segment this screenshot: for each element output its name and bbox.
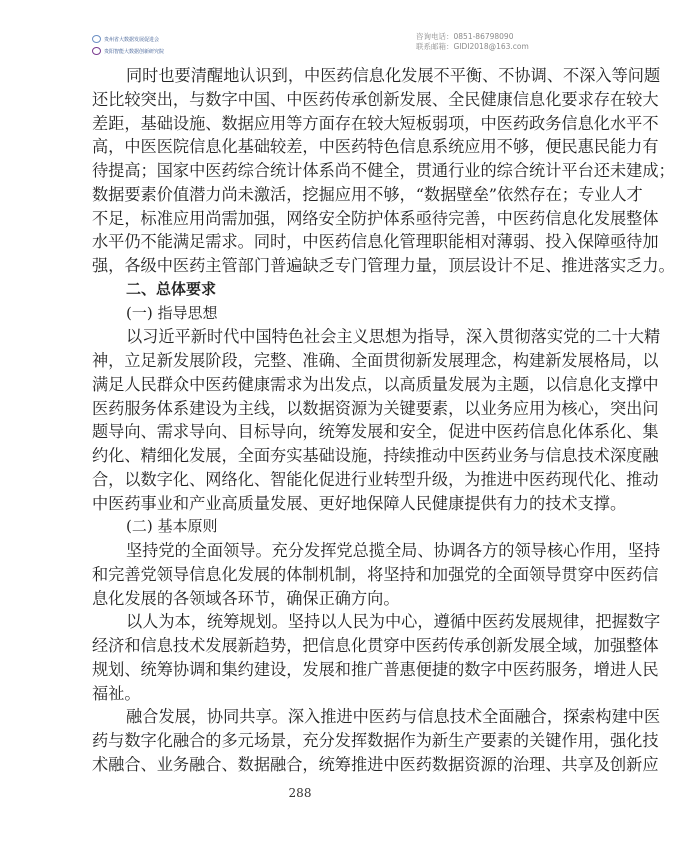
association-logo-icon xyxy=(92,35,101,43)
paragraph-line: 福祉。 xyxy=(92,683,141,703)
contact-phone: 咨询电话：0851-86798090 xyxy=(416,32,514,41)
subsection-heading: (二) 基本原则 xyxy=(126,517,218,536)
paragraph-line: 神，立足新发展阶段，完整、准确、全面贯彻新发展理念，构建新发展格局，以 xyxy=(92,351,659,370)
paragraph-line: 以习近平新时代中国特色社会主义思想为指导，深入贯彻落实党的二十大精 xyxy=(126,327,661,347)
paragraph-line: 待提高；国家中医药综合统计体系尚不健全，贯通行业的综合统计平台还未建成； xyxy=(92,161,675,180)
contact-email: 联系邮箱：GIDI2018@163.com xyxy=(416,42,529,51)
paragraph-line: 息化发展的各领域各环节，确保正确方向。 xyxy=(92,588,400,608)
paragraph-line: 高，中医医院信息化基础较差，中医药特色信息系统应用不够，便民惠民能力有 xyxy=(92,137,659,157)
paragraph-line: 医药服务体系建设为主线，以数据资源为关键要素，以业务应用为核心，突出问 xyxy=(92,398,659,418)
header-logo xyxy=(92,34,164,58)
subsection-heading: (一) 指导思想 xyxy=(126,303,218,322)
paragraph-line: 约化、精细化发展，全面夯实基础设施，持续推动中医药业务与信息技术深度融 xyxy=(92,446,659,465)
paragraph-line: 不足，标准应用尚需加强，网络安全防护体系亟待完善，中医药信息化发展整体 xyxy=(92,208,659,228)
paragraph-line: 同时也要清醒地认识到，中医药信息化发展不平衡、不协调、不深入等问题 xyxy=(126,66,661,85)
paragraph-line: 水平仍不能满足需求。同时，中医药信息化管理职能相对薄弱、投入保障亟待加 xyxy=(92,232,659,252)
header-contact xyxy=(416,32,529,52)
paragraph-line: 中医药事业和产业高质量发展、更好地保障人民健康提供有力的技术支撑。 xyxy=(92,493,627,513)
paragraph-line: 坚持党的全面领导。充分发挥党总揽全局、协调各方的领导核心作用，坚持 xyxy=(126,541,661,560)
paragraph-line: 经济和信息技术发展新趋势，把信息化贯穿中医药传承创新发展全域，加强整体 xyxy=(92,636,659,655)
logo-row-2 xyxy=(92,46,164,56)
paragraph-line: 合，以数字化、网络化、智能化促进行业转型升级，为推进中医药现代化、推动 xyxy=(92,469,659,489)
paragraph-line: 药与数字化融合的多元场景，充分发挥数据作为新生产要素的关键作用，强化技 xyxy=(92,731,659,750)
logo-text-1: 贵州省大数据发展促进会 xyxy=(104,36,160,43)
paragraph-line: 融合发展，协同共享。深入推进中医药与信息技术全面融合，探索构建中医 xyxy=(126,707,661,727)
paragraph-line: 差距，基础设施、数据应用等方面存在较大短板弱项，中医药政务信息化水平不 xyxy=(92,113,659,133)
document-body xyxy=(92,64,675,777)
logo-row-1 xyxy=(92,34,164,44)
section-heading: 二、总体要求 xyxy=(126,279,217,298)
paragraph-line: 还比较突出，与数字中国、中医药传承创新发展、全民健康信息化要求存在较大 xyxy=(92,89,659,109)
paragraph-line: 规划、统筹协调和集约建设，发展和推广普惠便捷的数字中医药服务，增进人民 xyxy=(92,659,659,679)
paragraph-line: 以人为本，统筹规划。坚持以人民为中心，遵循中医药发展规律，把握数字 xyxy=(126,612,661,632)
paragraph-line: 满足人民群众中医药健康需求为出发点，以高质量发展为主题，以信息化支撑中 xyxy=(92,374,659,394)
page-number: 288 xyxy=(288,786,312,800)
paragraph-line: 数据要素价值潜力尚未激活，挖掘应用不够，“数据壁垒”依然存在；专业人才 xyxy=(92,184,643,204)
paragraph-line: 和完善党领导信息化发展的体制机制，将坚持和加强党的全面领导贯穿中医药信 xyxy=(92,564,659,584)
logo-text-2: 贵阳智能大数据创新研究院 xyxy=(103,48,164,55)
paragraph-line: 强，各级中医药主管部门普遍缺乏专门管理力量，顶层设计不足、推进落实乏力。 xyxy=(92,256,675,275)
paragraph-line: 题导向、需求导向、目标导向，统筹发展和安全，促进中医药信息化体系化、集 xyxy=(92,422,659,442)
paragraph-line: 术融合、业务融合、数据融合，统筹推进中医药数据资源的治理、共享及创新应 xyxy=(92,754,659,774)
institute-logo-icon xyxy=(92,47,101,55)
